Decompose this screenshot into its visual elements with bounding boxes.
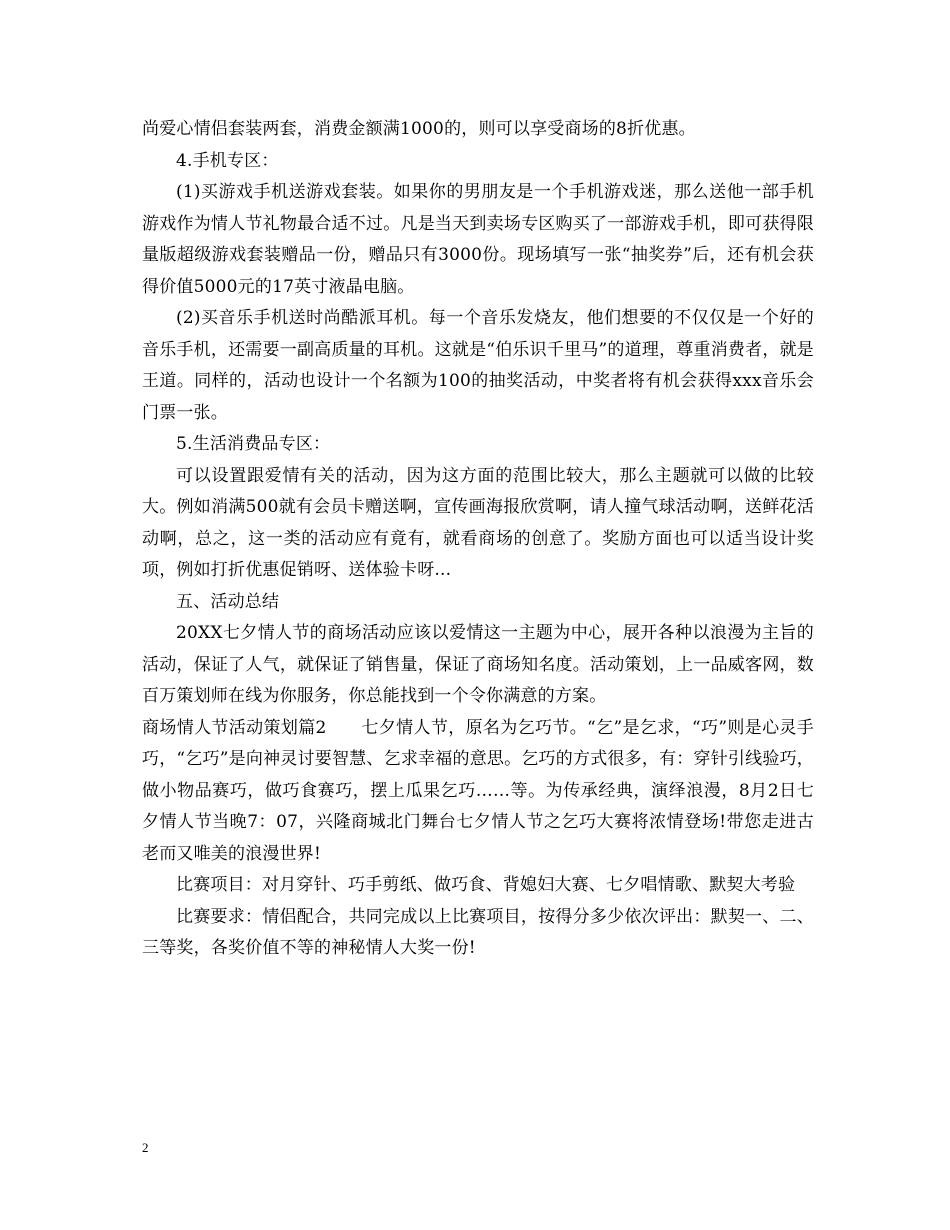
paragraph-1: 尚爱心情侣套装两套，消费金额满1000的，则可以享受商场的8折优惠。 (142, 119, 696, 139)
paragraph-game-phone: (1)买游戏手机送游戏套装。如果你的男朋友是一个手机游戏迷，那么送他一部手机游戏作为情人节礼物最合适不过。凡是当天到卖场专区购买了一部游戏手机，即可获得限量版超级游戏套装赠品一份，赠品只有3000份。现场填写一张“抽奖券”后，还有机会获得价值5000元的17英寸液晶电脑。 (142, 182, 814, 297)
paragraph-plan-2: 商场情人节活动策划篇2 七夕情人节，原名为乞巧节。“乞”是乞求，“巧”则是心灵手巧，“乞巧”是向神灵讨要智慧、乞求幸福的意思。乞巧的方式很多，有：穿针引线验巧，做小物品赛巧，做巧食赛巧，摆上瓜果乞巧……等。为传承经典，演绎浪漫，8月2日七夕情人节当晚7：07，兴隆商城北门舞台七夕情人节之乞巧大赛将浓情登场!带您走进古老而又唯美的浪漫世界! (142, 717, 814, 864)
paragraph-competition-requirements: 比赛要求：情侣配合，共同完成以上比赛项目，按得分多少依次评出：默契一、二、三等奖，各奖价值不等的神秘情人大奖一份! (142, 906, 814, 958)
paragraph-summary: 20XX七夕情人节的商场活动应该以爱情这一主题为中心，展开各种以浪漫为主旨的活动，保证了人气，就保证了销售量，保证了商场知名度。活动策划，上一品威客网，数百万策划师在线为你服务，你总能找到一个令你满意的方案。 (142, 623, 814, 706)
page-number: 2 (142, 1140, 149, 1155)
paragraph-music-phone: (2)买音乐手机送时尚酷派耳机。每一个音乐发烧友，他们想要的不仅仅是一个好的音乐手机，还需要一副高质量的耳机。这就是“伯乐识千里马”的道理，尊重消费者，就是王道。同样的，活动也设计一个名额为100的抽奖活动，中奖者将有机会获得xxx音乐会门票一张。 (142, 308, 814, 423)
paragraph-competition-items: 比赛项目：对月穿针、巧手剪纸、做巧食、背媳妇大赛、七夕唱情歌、默契大考验 (176, 875, 796, 895)
paragraph-consumer-goods: 可以设置跟爱情有关的活动，因为这方面的范围比较大，那么主题就可以做的比较大。例如消满500就有会员卡赠送啊，宣传画海报欣赏啊，请人撞气球活动啊，送鲜花活动啊，总之，这一类的活动应有竟有，就看商场的创意了。奖励方面也可以适当设计奖项，例如打折优惠促销呀、送体验卡呀... (142, 465, 814, 580)
section-heading-consumer-goods: 5.生活消费品专区： (176, 434, 331, 454)
document-body (142, 114, 814, 965)
section-heading-phone-zone: 4.手机专区： (176, 150, 279, 171)
section-heading-summary: 五、活动总结 (176, 591, 280, 612)
